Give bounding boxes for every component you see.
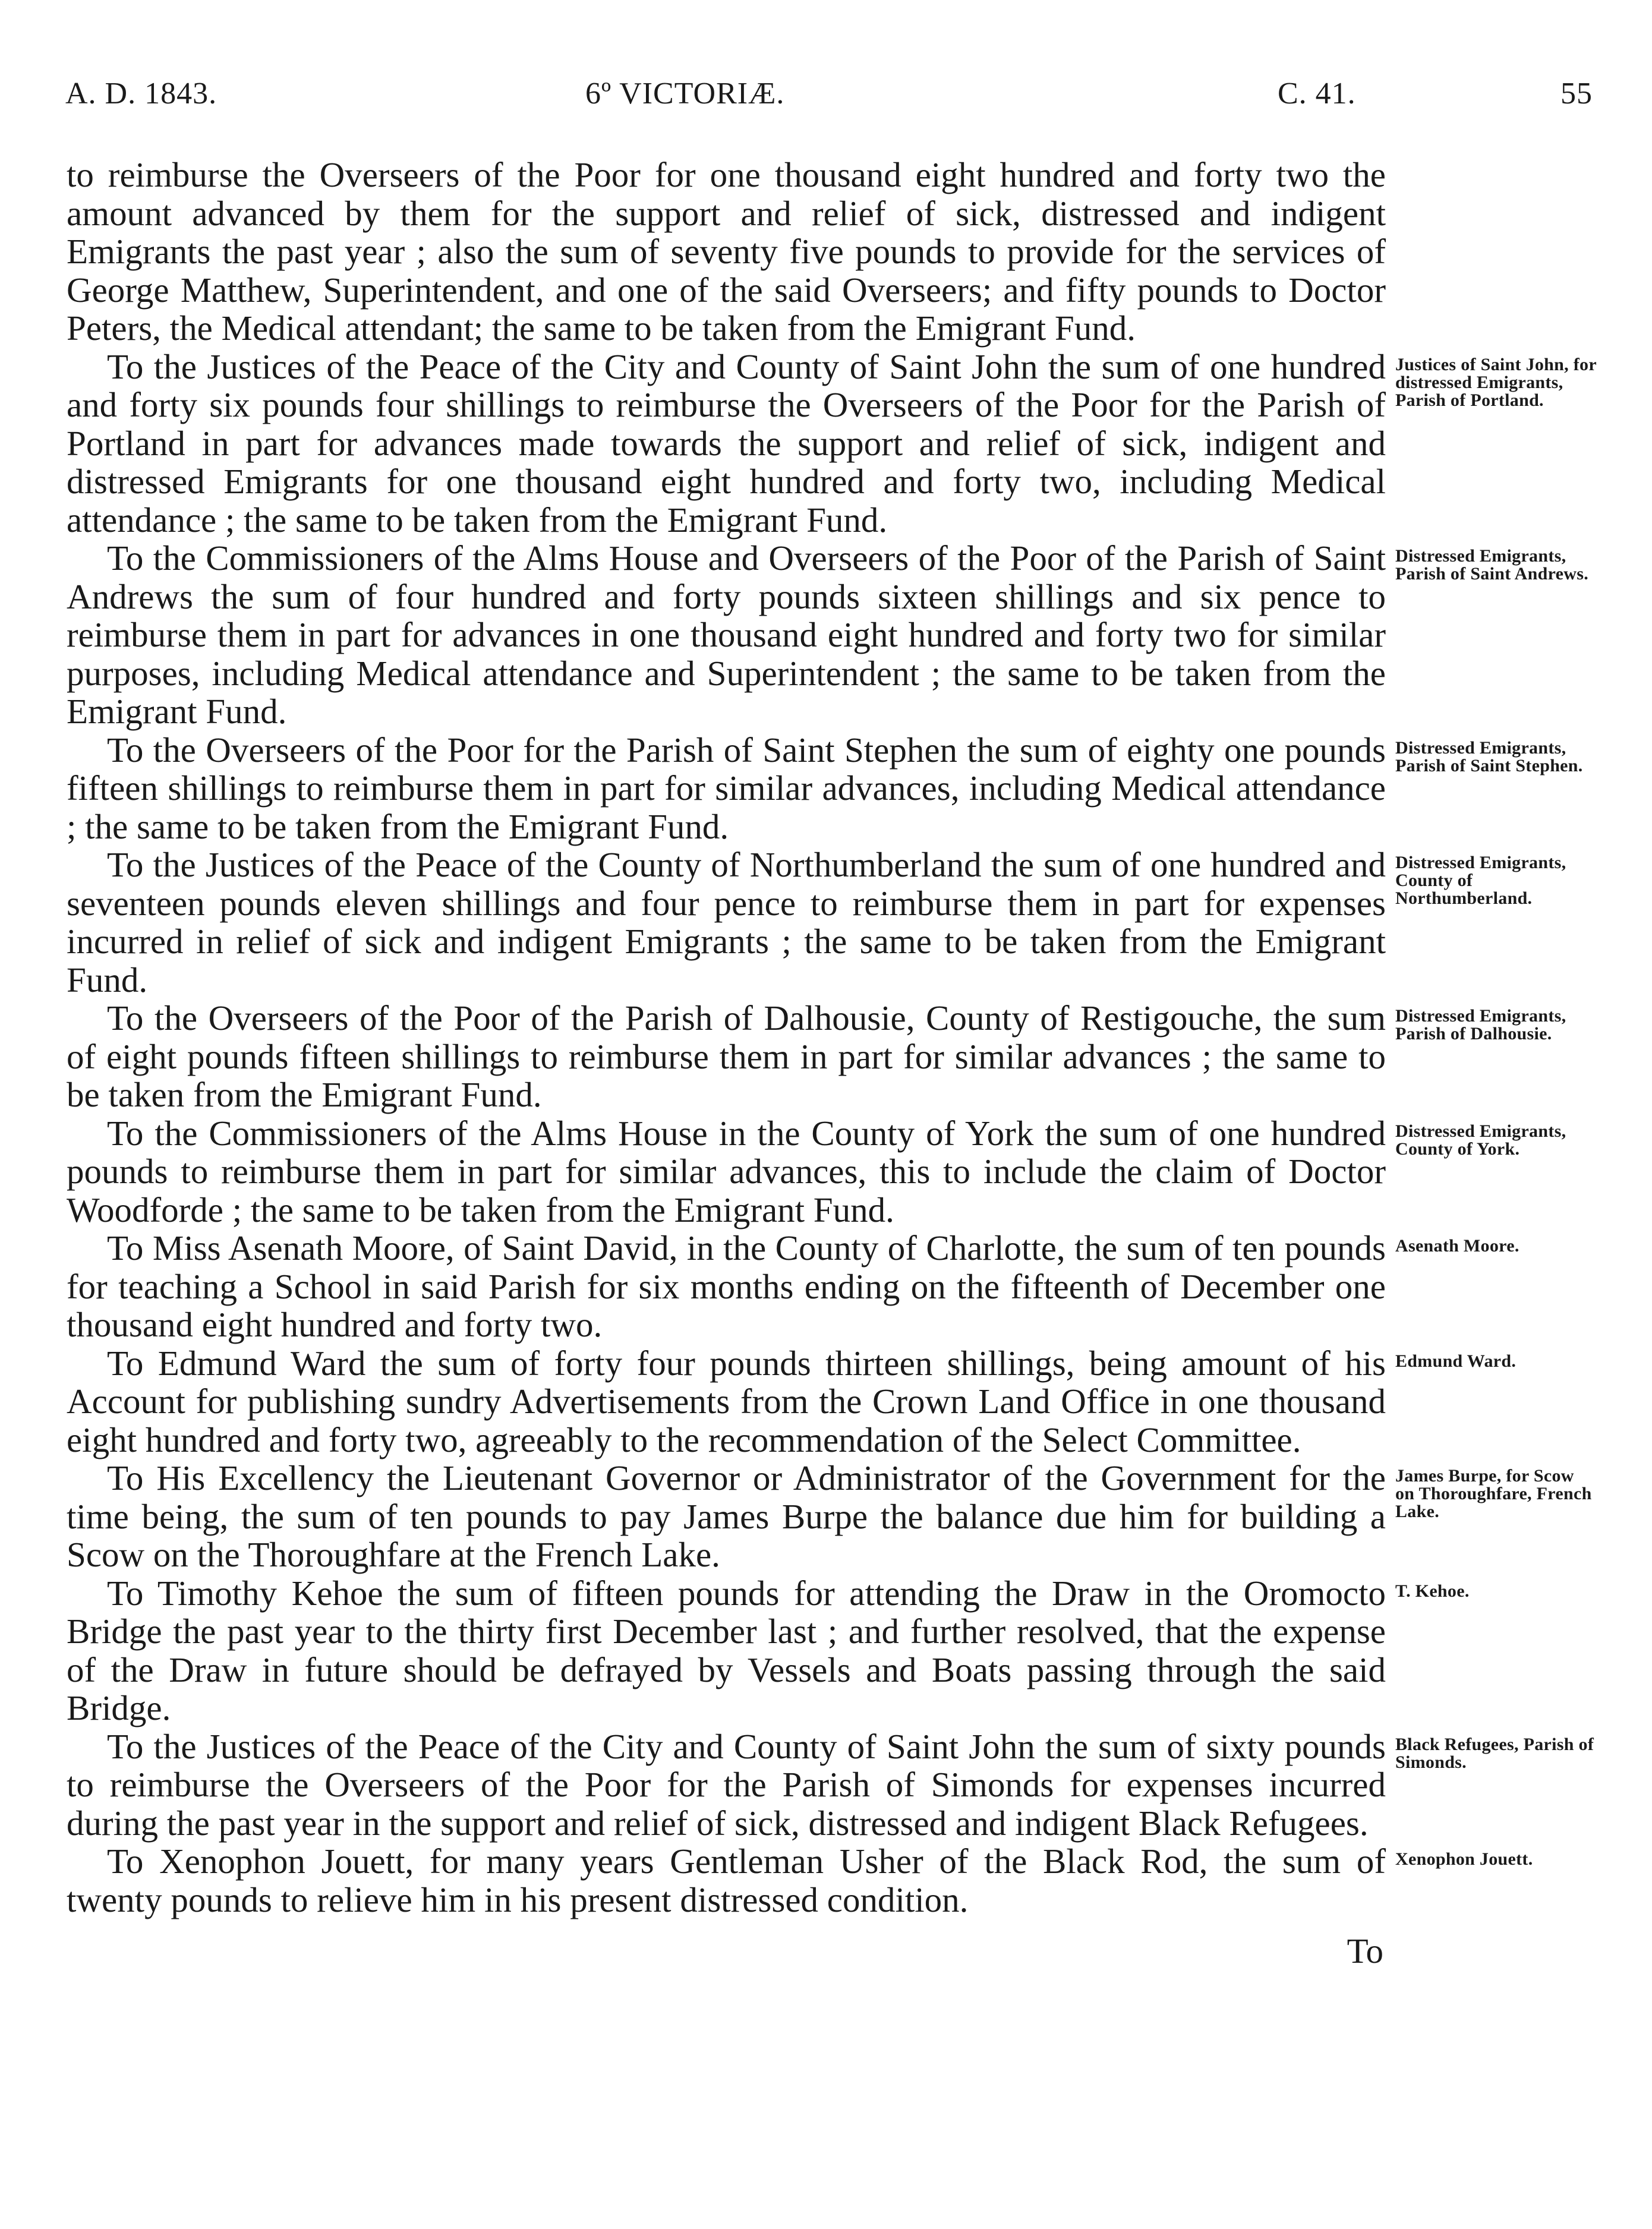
margin-note-edmund-ward: Edmund Ward. xyxy=(1395,1351,1517,1371)
page-number: 55 xyxy=(1560,77,1593,111)
margin-note-black-refugees: Black Refugees, Parish of Simonds. xyxy=(1395,1735,1594,1772)
margin-note-saint-stephen: Distressed Emigrants, Parish of Saint Stephen. xyxy=(1395,738,1583,775)
margin-note-york: Distressed Emigrants, County of York. xyxy=(1395,1121,1566,1159)
body-text xyxy=(67,156,1386,1970)
paragraph-james-burpe: To His Excellency the Lieutenant Governor or Administrator of the Government for the time being, the sum of ten pounds to pay James Burpe the balance due him for building a Scow on the Thoroughfare at the French Lake. xyxy=(67,1458,1386,1574)
margin-note-xenophon-jouett: Xenophon Jouett. xyxy=(1395,1849,1533,1869)
catchword: To xyxy=(1347,1931,1383,1971)
paragraph-saint-stephen: To the Overseers of the Poor for the Parish of Saint Stephen the sum of eighty one pounds fifteen shillings to reimburse them in part for similar advances, including Medical attendance ; the same to be taken from the Emigrant Fund. xyxy=(67,730,1386,846)
paragraph-xenophon-jouett: To Xenophon Jouett, for many years Gentleman Usher of the Black Rod, the sum of twenty pounds to relieve him in his present distressed condition. xyxy=(67,1842,1386,1919)
paragraph-northumberland: To the Justices of the Peace of the County of Northumberland the sum of one hundred and seventeen pounds eleven shillings and four pence to reimburse them in part for expenses incurred in relief of sick and indigent Emigrants ; the same to be taken from the Emigrant Fund. xyxy=(67,845,1386,1000)
header-chapter: C. 41. xyxy=(1278,77,1356,111)
paragraph-york: To the Commissioners of the Alms House in the County of York the sum of one hundred pounds to reimburse them in part for similar advances, this to include the claim of Doctor Woodforde ; the same to be taken from the Emigrant Fund. xyxy=(67,1113,1386,1229)
paragraph-continuation: to reimburse the Overseers of the Poor for one thousand eight hundred and forty two the amount advanced by them for the support and relief of sick, distressed and indigent Emigrants the past year ; also the sum of seventy five pounds to provide for the services of George Matthew, Superintendent, and one of the said Overseers; and fifty pounds to Doctor Peters, the Medical attendant; the same to be taken from the Emigrant Fund. xyxy=(67,155,1386,348)
margin-note-kehoe: T. Kehoe. xyxy=(1395,1581,1470,1601)
paragraph-black-refugees: To the Justices of the Peace of the City and County of Saint John the sum of sixty pounds to reimburse the Overseers of the Poor for the Parish of Simonds for expenses incurred during the past year in the support and relief of sick, distressed and indigent Black Refugees. xyxy=(67,1726,1386,1843)
paragraph-asenath-moore: To Miss Asenath Moore, of Saint David, in the County of Charlotte, the sum of ten pounds for teaching a School in said Parish for six months ending on the fifteenth of December one thousand eight hundred and forty two. xyxy=(67,1228,1386,1344)
margin-note-dalhousie: Distressed Emigrants, Parish of Dalhousie. xyxy=(1395,1006,1566,1043)
header-year: A. D. 1843. xyxy=(65,77,217,111)
paragraph-dalhousie: To the Overseers of the Poor of the Parish of Dalhousie, County of Restigouche, the sum of eight pounds fifteen shillings to reimburse them in part for similar advances ; the same to be taken from the Emigrant Fund. xyxy=(67,998,1386,1114)
running-head xyxy=(65,76,1593,124)
margin-note-james-burpe: James Burpe, for Scow on Thoroughfare, French Lake. xyxy=(1395,1466,1592,1521)
margin-note-asenath-moore: Asenath Moore. xyxy=(1395,1236,1519,1256)
margin-note-saint-andrews: Distressed Emigrants, Parish of Saint Andrews. xyxy=(1395,546,1589,584)
paragraph-timothy-kehoe: To Timothy Kehoe the sum of fifteen pounds for attending the Draw in the Oromocto Bridge the past year to the thirty first December last ; and further resolved, that the expense of the Draw in future should be defrayed by Vessels and Boats passing through the said Bridge. xyxy=(67,1573,1386,1727)
margin-note-northumberland: Distressed Emigrants, County of Northumberland. xyxy=(1395,853,1566,908)
paragraph-edmund-ward: To Edmund Ward the sum of forty four pounds thirteen shillings, being amount of his Account for publishing sundry Advertisements from the Crown Land Office in one thousand eight hundred and forty two, agreeably to the recommendation of the Select Committee. xyxy=(67,1343,1386,1459)
header-regnal-year: 6º VICTORIÆ. xyxy=(585,77,785,111)
paragraph-saint-john-portland: To the Justices of the Peace of the City and County of Saint John the sum of one hundred and forty six pounds four shillings to reimburse the Overseers of the Poor for the Parish of Portland in part for advances made towards the support and relief of sick, indigent and distressed Emigrants for one thousand eight hundred and forty two, including Medical attendance ; the same to be taken from the Emigrant Fund. xyxy=(67,346,1386,540)
paragraph-saint-andrews: To the Commissioners of the Alms House and Overseers of the Poor of the Parish of Saint Andrews the sum of four hundred and forty pounds sixteen shillings and six pence to reimburse them in part for advances in one thousand eight hundred and forty two for similar purposes, including Medical attendance and Superintendent ; the same to be taken from the Emigrant Fund. xyxy=(67,538,1386,731)
margin-note-saint-john-portland: Justices of Saint John, for distressed Emigrants, Parish of Portland. xyxy=(1395,355,1597,410)
